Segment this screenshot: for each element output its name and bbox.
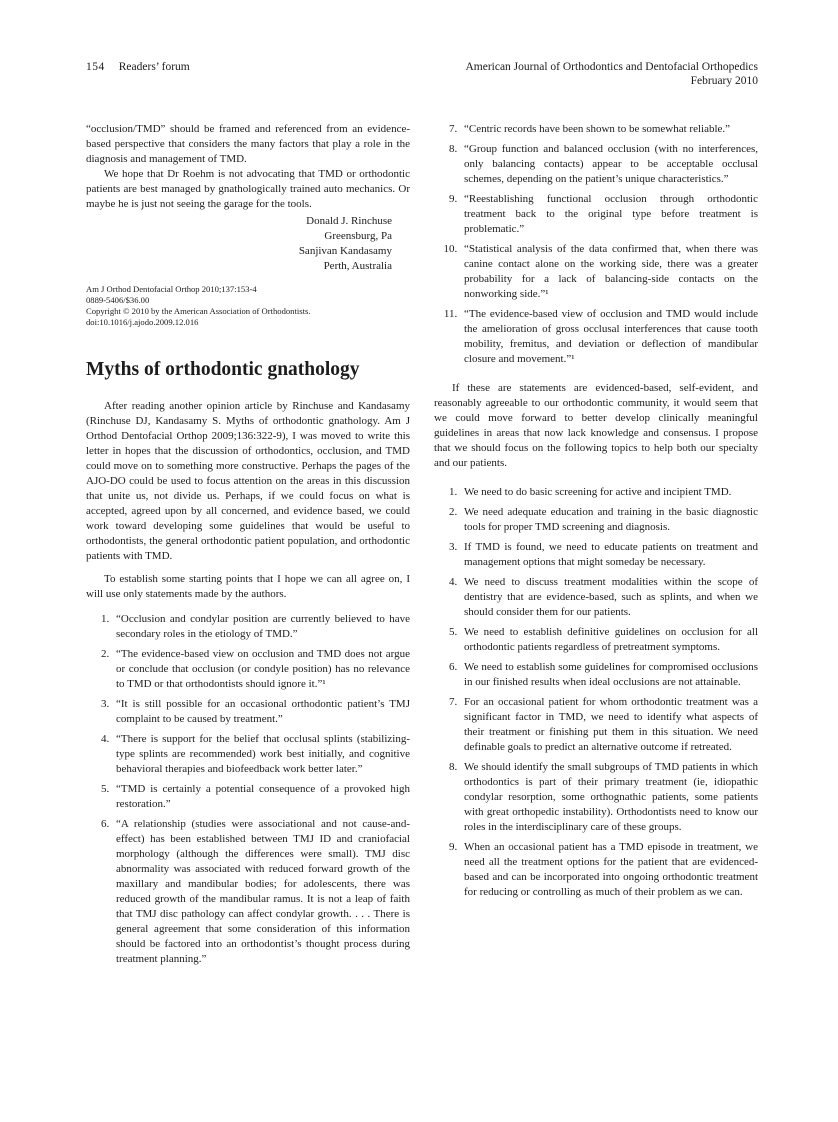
running-head-right [465,60,758,88]
signature-location-1: Greensburg, Pa [324,230,392,242]
statement-item: 10. “Statistical analysis of the data confirmed that, when there was canine contact alone on the working side, there was a greater probability for a lack of balancing-side contacts on the nonworking side.”¹ [460,242,758,302]
journal-name: American Journal of Orthodontics and Dentofacial Orthopedics [465,61,758,73]
topic-item: 8. We should identify the small subgroups of TMD patients in which orthodontics is part of their primary treatment (ie, idiopathic condylar resorption, some orthognathic patients, some patients with great orthopedic instability). Orthodontists need to know our roles in the interdisciplinary care of these groups. [460,760,758,835]
letter2-paragraph-3: If these are statements are evidenced-based, self-evident, and reasonably agreeable to our orthodontic community, it would seem that we could move forward to better develop clinically meaningful guidelines in areas that now lack knowledge and consensus. I propose that we should focus on the following topics to help both our specialty and our patients. [434,382,758,469]
statement-item: 8. “Group function and balanced occlusion (with no interferences, only balancing contacts) appear to be acceptable occlusal schemes, depending on the patient’s unique characteristics.” [460,142,758,187]
signature-location-2: Perth, Australia [323,260,392,272]
citation-doi: doi:10.1016/j.ajodo.2009.12.016 [86,317,199,327]
citation-issn-price: 0889-5406/$36.00 [86,295,150,305]
statements-list-part1 [86,612,410,967]
issue-date: February 2010 [690,75,758,87]
statement-item: 1. “Occlusion and condylar position are currently believed to have secondary roles in the etiology of TMD.” [112,612,410,642]
right-column [434,122,758,972]
topic-item: 9. When an occasional patient has a TMD episode in treatment, we need all the treatment options for the patient that are evidenced-based and can be incorporated into ongoing orthodontic treatment for reducing or controlling as much of their problem as we can. [460,840,758,900]
article-title: Myths of orthodontic gnathology [86,359,360,380]
statement-item: 11. “The evidence-based view of occlusion and TMD would include the amelioration of gross occlusal interferences that cause tooth mobility, fremitus, and deviation or deflection of mandibular closure and movement.”¹ [460,307,758,367]
statement-item: 5. “TMD is certainly a potential consequence of a provoked high restoration.” [112,782,410,812]
statement-item: 6. “A relationship (studies were associational and not cause-and-effect) has been established between TMJ ID and craniofacial morphology (although the differences were small). TMJ disc abnormality was associated with reduced forward growth of the maxillary and mandibular bodies; for adolescents, there was reduced growth of the mandibular ramus. It is not a leap of faith that TMJ disc pathology can affect condylar growth. . . . There is general agreement that some consideration of this information should be factored into an orthodontist’s thought process during treatment planning.” [112,817,410,967]
topic-item: 1. We need to do basic screening for active and incipient TMD. [460,485,758,500]
citation-reference: Am J Orthod Dentofacial Orthop 2010;137:153-4 [86,284,257,294]
signature-author-2: Sanjivan Kandasamy [298,245,392,257]
statement-item: 9. “Reestablishing functional occlusion through orthodontic treatment back to the original type before treatment is problematic.” [460,192,758,237]
letter2-paragraph-2: To establish some starting points that I hope we can all agree on, I will use only statements made by the authors. [86,573,410,600]
topic-item: 7. For an occasional patient for whom orthodontic treatment was a significant factor in TMD, we need to identify what aspects of their treatment or finishing put them in this situation. We need definable goals to predict an alternative outcome if retreated. [460,695,758,755]
topic-item: 2. We need adequate education and training in the basic diagnostic tools for proper TMD screening and diagnosis. [460,505,758,535]
page-number: 154 [86,61,105,73]
citation-copyright: Copyright © 2010 by the American Association of Orthodontists. [86,306,311,316]
running-head [0,0,838,88]
topic-item: 3. If TMD is found, we need to educate patients on treatment and management options that might someday be necessary. [460,540,758,570]
left-column [86,122,410,972]
topic-item: 5. We need to establish definitive guidelines on occlusion for all orthodontic patients regardless of pretreatment symptoms. [460,625,758,655]
statements-list-part2 [434,122,758,367]
statement-item: 4. “There is support for the belief that occlusal splints (stabilizing-type splints are recommended) work best initially, and cognitive behavioral therapies and biofeedback work better later.” [112,732,410,777]
page-content [0,88,838,972]
letter1-paragraph-2: We hope that Dr Roehm is not advocating that TMD or orthodontic patients are best managed by gnathologically trained auto mechanics. Or maybe he is just not seeing the garage for the tools. [86,168,410,210]
letter1-paragraph-1: “occlusion/TMD” should be framed and referenced from an evidence-based perspective that considers the many factors that play a role in the diagnosis and management of TMD. [86,123,410,165]
statement-item: 2. “The evidence-based view on occlusion and TMD does not argue or conclude that occlusion (or condyle position) has no relevance to TMD or that orthodontists should ignore it.”¹ [112,647,410,692]
section-title: Readers’ forum [118,61,190,73]
statement-item: 7. “Centric records have been shown to be somewhat reliable.” [460,122,758,137]
signature-author-1: Donald J. Rinchuse [306,215,392,227]
signature-block [86,214,410,274]
running-head-left [86,60,190,74]
statement-item: 3. “It is still possible for an occasional orthodontic patient’s TMJ complaint to be caused by treatment.” [112,697,410,727]
topic-item: 4. We need to discuss treatment modalities within the scope of dentistry that are evidence-based, such as splints, and when we should consider them for our patients. [460,575,758,620]
topic-item: 6. We need to establish some guidelines for compromised occlusions in our finished results when ideal occlusions are not attainable. [460,660,758,690]
citation-block [86,284,410,328]
topics-list [434,485,758,900]
letter2-paragraph-1: After reading another opinion article by Rinchuse and Kandasamy (Rinchuse DJ, Kandasamy S. Myths of orthodontic gnathology. Am J Orthod Dentofacial Orthop 2009;136:322-9), I was moved to write this letter in hopes that the discussion of orthodontics, occlusion, and TMD could move on to something more constructive. Perhaps the pages of the AJO-DO could be used to focus attention on the areas in this discussion that unite us, not divide us. Perhaps, if we could focus on what is accepted, agreed upon by all concerned, and evidence based, we could work toward developing some guidelines that would be useful to orthodontists, the general orthodontic patient population, and orthodontic patients with TMD. [86,400,410,562]
